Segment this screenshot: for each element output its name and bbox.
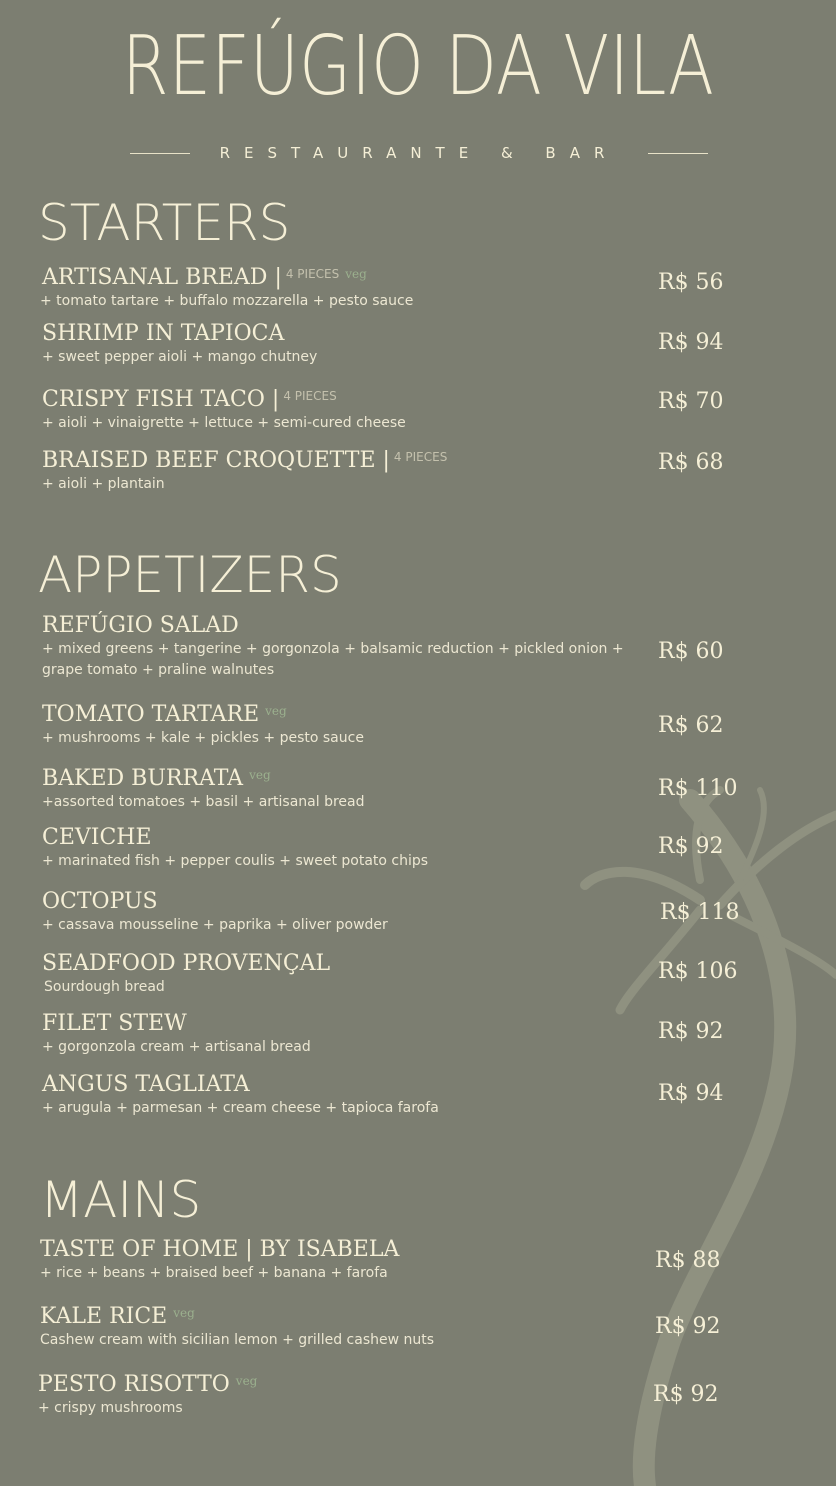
item-description: + rice + beans + braised beef + banana + farofa: [40, 1265, 388, 1281]
item-description: +assorted tomatoes + basil + artisanal bread: [42, 794, 365, 810]
item-name: BRAISED BEEF CROQUETTE |: [42, 448, 390, 473]
item-description: + cassava mousseline + paprika + oliver powder: [42, 917, 388, 933]
section-title-appetizers: APPETIZERS: [38, 546, 342, 604]
item-description: + crispy mushrooms: [38, 1400, 183, 1416]
menu-item: [42, 826, 642, 872]
item-name: SHRIMP IN TAPIOCA: [42, 321, 285, 346]
menu-item: [42, 262, 642, 312]
menu-item: [42, 322, 642, 368]
item-price: R$ 94: [658, 330, 724, 355]
tagline: RESTAURANTE & BAR: [219, 144, 619, 162]
item-name: CEVICHE: [42, 825, 152, 850]
tagline-row: [130, 143, 708, 163]
veg-badge: veg: [265, 704, 287, 718]
item-price: R$ 92: [658, 1019, 724, 1044]
veg-badge: veg: [249, 768, 271, 782]
item-name: SEADFOOD PROVENÇAL: [42, 951, 331, 976]
item-name: KALE RICE: [40, 1304, 168, 1329]
tagline-divider-right: [648, 153, 708, 154]
section-title-starters: STARTERS: [38, 194, 291, 252]
menu-item: [42, 763, 642, 813]
veg-badge: veg: [235, 1374, 258, 1388]
menu-item: [42, 614, 642, 681]
menu-item: [40, 1301, 640, 1351]
item-description: Cashew cream with sicilian lemon + grilled cashew nuts: [40, 1332, 435, 1348]
menu-item: [42, 1073, 642, 1119]
restaurant-logo: REFÚGIO DA VILA: [121, 19, 715, 114]
veg-badge: veg: [345, 267, 367, 281]
item-price: R$ 118: [660, 900, 740, 925]
item-name: OCTOPUS: [42, 889, 158, 914]
item-price: R$ 92: [653, 1382, 719, 1407]
item-price: R$ 110: [658, 776, 738, 801]
item-name: BAKED BURRATA: [42, 766, 244, 791]
item-name: TOMATO TARTARE: [42, 702, 260, 727]
item-name: PESTO RISOTTO: [38, 1372, 230, 1397]
menu-item: [42, 890, 642, 936]
item-price: R$ 92: [658, 834, 724, 859]
item-price: R$ 106: [658, 959, 738, 984]
item-price: R$ 60: [658, 639, 724, 664]
item-name: CRISPY FISH TACO |: [42, 387, 280, 412]
item-price: R$ 56: [658, 270, 724, 295]
item-description: + mixed greens + tangerine + gorgonzola + balsamic reduction + pickled onion + grape tomato + praline walnutes: [42, 641, 624, 678]
item-price: R$ 92: [655, 1314, 721, 1339]
item-name: TASTE OF HOME | BY ISABELA: [40, 1237, 400, 1262]
item-pieces: 4 PIECES: [285, 267, 340, 281]
item-description: + aioli + plantain: [42, 476, 165, 492]
menu-item: [42, 699, 642, 749]
item-description: Sourdough bread: [44, 979, 165, 995]
item-pieces: 4 PIECES: [283, 389, 337, 403]
item-description: + aioli + vinaigrette + lettuce + semi-cured cheese: [42, 415, 406, 431]
item-name: FILET STEW: [42, 1011, 187, 1036]
menu-item: [38, 1369, 638, 1419]
veg-badge: veg: [173, 1306, 195, 1320]
item-name: REFÚGIO SALAD: [42, 613, 239, 638]
item-name: ANGUS TAGLIATA: [42, 1072, 250, 1097]
item-description: + mushrooms + kale + pickles + pesto sauce: [42, 730, 364, 746]
item-name: ARTISANAL BREAD |: [42, 265, 282, 290]
item-price: R$ 88: [655, 1248, 721, 1273]
tagline-divider-left: [130, 153, 190, 154]
item-description: + tomato tartare + buffalo mozzarella + pesto sauce: [40, 293, 414, 309]
item-price: R$ 62: [658, 713, 724, 738]
item-pieces: 4 PIECES: [393, 450, 448, 464]
item-price: R$ 70: [658, 389, 724, 414]
section-title-mains: MAINS: [40, 1171, 202, 1229]
menu-item: [42, 384, 642, 434]
menu-item: [42, 1012, 642, 1058]
item-description: + gorgonzola cream + artisanal bread: [42, 1039, 311, 1055]
menu-item: [42, 952, 642, 998]
item-price: R$ 68: [658, 450, 724, 475]
item-description: + sweet pepper aioli + mango chutney: [42, 349, 318, 365]
item-description: + arugula + parmesan + cream cheese + tapioca farofa: [42, 1100, 439, 1116]
item-description: + marinated fish + pepper coulis + sweet potato chips: [42, 853, 429, 869]
menu-item: [42, 445, 642, 495]
item-price: R$ 94: [658, 1081, 724, 1106]
menu-item: [40, 1238, 640, 1284]
